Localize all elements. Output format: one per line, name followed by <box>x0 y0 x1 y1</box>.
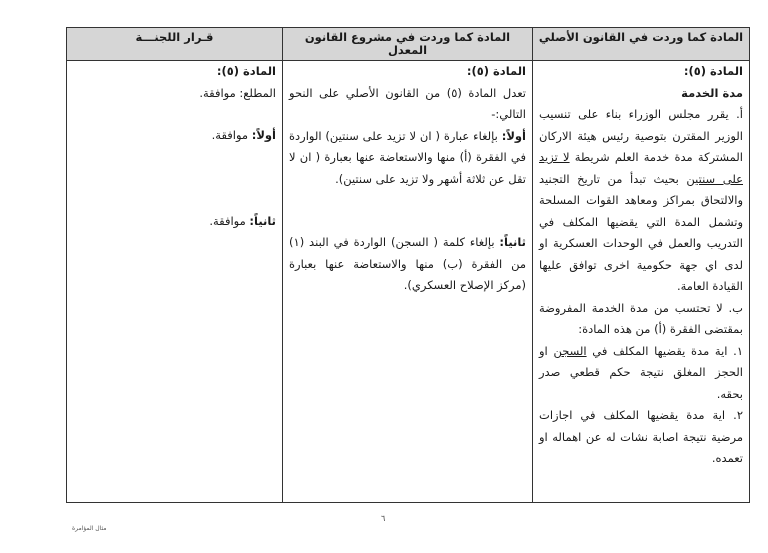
original-para-b: ب. لا تحتسب من مدة الخدمة المفروضة بمقتضى الفقرة (أ) من هذه المادة: <box>539 300 743 336</box>
comparison-table <box>66 27 750 503</box>
header-original-law: المادة كما وردت في القانون الأصلي <box>533 28 750 61</box>
original-article-title: المادة (٥): <box>683 64 743 78</box>
footer-note: مثال المؤامرة <box>72 525 107 532</box>
original-section-title: مدة الخدمة <box>681 85 743 100</box>
committee-first-clause: أولاً: موافقة. <box>211 128 276 142</box>
amended-law-cell <box>283 61 533 503</box>
header-committee-decision: قـرار اللجنـــة <box>67 28 283 61</box>
original-law-cell <box>533 61 750 503</box>
table-header-row <box>67 28 750 61</box>
original-item-1: ١. اية مدة يقضيها المكلف في السجن او الحجز المغلق نتيجة حكم قطعي صدر بحقه. <box>539 343 744 401</box>
committee-second-clause: ثانياً: موافقة. <box>209 213 276 228</box>
original-item-2: ٢. اية مدة يقضيها المكلف في اجازات مرضية نتيجة اصابة نشات له عن اهماله او تعمده. <box>539 408 743 465</box>
amended-intro: تعدل المادة (٥) من القانون الأصلي على النحو التالي:- <box>289 85 527 121</box>
amended-second-clause: ثانياً: بإلغاء كلمة ( السجن) الواردة في البند (١) من الفقرة (ب) منها والاستعاضة عنها بعبارة (مركز الإصلاح العسكري). <box>289 235 526 292</box>
committee-article-title: المادة (٥): <box>216 64 276 78</box>
amended-first-clause: أولاً: بإلغاء عبارة ( ان لا تزيد على سنتين) الواردة في الفقرة (أ) منها والاستعاضة عنها بعبارة ( ان لا تقل عن ثلاثة أشهر ولا تزيد على سنتين). <box>289 128 526 186</box>
table-row <box>67 61 750 503</box>
amended-article-title: المادة (٥): <box>466 64 526 78</box>
committee-decision-cell <box>67 61 283 503</box>
original-para-a: أ. يقرر مجلس الوزراء بناء على تنسيب الوزير المقترن بتوصية رئيس هيئة الاركان المشتركة مدة خدمة العلم شريطة لا تزيد على سنتين بحيث تبدأ من تاريخ التجنيد والالتحاق بمراكز ومعاهد القوات المسلحة وتشمل المدة التي يقضيها المكلف في التدريب والعمل في الوحدات العسكرية او لدى اي جهة حكومية اخرى توافق عليها القيادة العامة. <box>539 107 743 293</box>
page-number: ٦ <box>381 514 386 523</box>
header-amended-law: المادة كما وردت في مشروع القانون المعدل <box>283 28 533 61</box>
committee-preamble: المطلع: موافقة. <box>199 85 276 100</box>
